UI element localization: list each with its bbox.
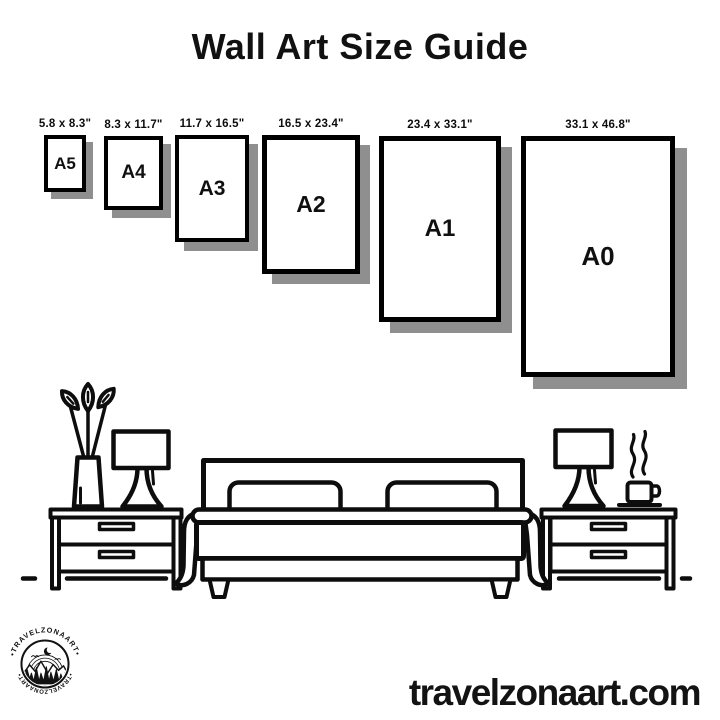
paper-a2	[262, 135, 360, 274]
size-dimensions-a1: 23.4 x 33.1"	[407, 119, 473, 131]
size-item-a4	[104, 119, 163, 210]
paper-a5	[44, 135, 86, 192]
plant-vase-icon	[58, 384, 117, 507]
size-name-a3: A3	[198, 176, 226, 200]
size-item-a2	[262, 118, 360, 274]
size-name-a2: A2	[296, 191, 326, 217]
size-dimensions-a5: 5.8 x 8.3"	[38, 118, 92, 130]
logo-text-top: •TRAVELZONAART•	[7, 626, 83, 657]
paper-a0	[521, 136, 675, 377]
size-item-a5	[38, 118, 92, 192]
size-name-a1: A1	[424, 215, 456, 242]
lamp-right-icon	[556, 431, 612, 507]
size-item-a0	[521, 119, 675, 377]
size-name-a5: A5	[54, 153, 76, 173]
logo-text-bottom: •TRAVELZONAART•	[17, 672, 73, 694]
size-name-a4: A4	[121, 162, 146, 183]
size-dimensions-a4: 8.3 x 11.7"	[104, 119, 163, 131]
nightstand-left-icon	[51, 510, 182, 589]
travelzonaart-logo	[7, 626, 83, 702]
lamp-left-icon	[114, 432, 169, 507]
size-item-a1	[379, 119, 501, 322]
paper-a4	[104, 136, 163, 210]
bird-icon	[55, 659, 60, 660]
paper-a1	[379, 136, 501, 322]
size-item-a3	[175, 118, 249, 242]
size-dimensions-a0: 33.1 x 46.8"	[565, 119, 631, 131]
bedroom-illustration	[0, 380, 720, 612]
size-name-a0: A0	[581, 241, 615, 271]
paper-a3	[175, 135, 249, 242]
website-url: travelzonaart.com	[408, 672, 700, 713]
size-dimensions-a3: 11.7 x 16.5"	[179, 118, 245, 130]
nightstand-right-icon	[542, 510, 676, 589]
coffee-cup-icon	[619, 432, 660, 506]
bed-icon	[176, 461, 549, 598]
size-dimensions-a2: 16.5 x 23.4"	[278, 118, 344, 130]
page-title: Wall Art Size Guide	[191, 26, 529, 67]
